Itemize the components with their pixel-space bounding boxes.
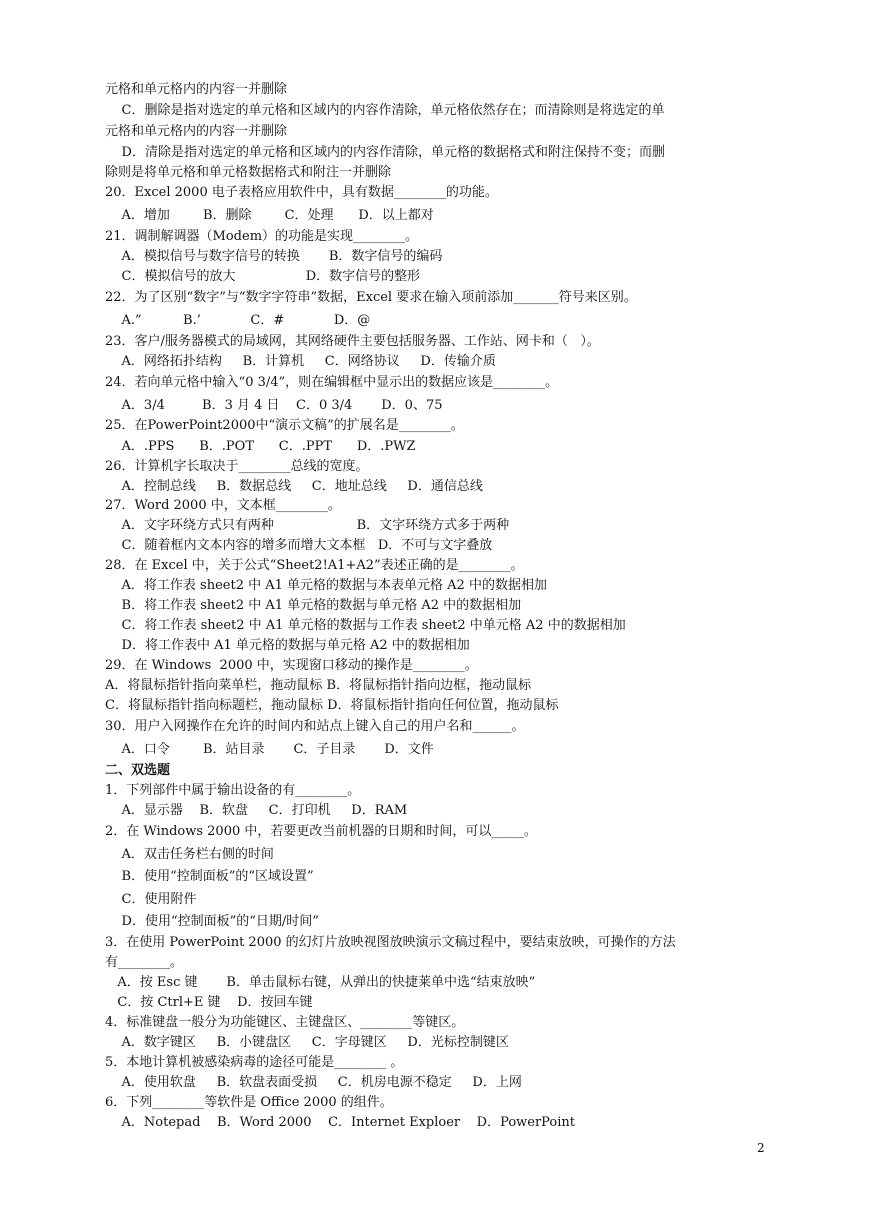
option-d2-b: B．使用“控制面板”的“区域设置” — [105, 869, 314, 884]
question-29: 29．在 Windows 2000 中，实现窗口移动的操作是________。 — [105, 658, 478, 673]
options-21-ab: A．模拟信号与数字信号的转换 B．数字信号的编码 — [105, 249, 443, 264]
options-24: A．3/4 B．3 月 4 日 C．0 3/4 D．0、75 — [105, 398, 443, 413]
question-28: 28．在 Excel 中，关于公式“Sheet2!A1+A2”表述正确的是________。 — [105, 558, 524, 573]
page-number: 2 — [757, 1141, 765, 1155]
options-21-cd: C．模拟信号的放大 D．数字信号的整形 — [105, 269, 421, 284]
option-28-d: D．将工作表中 A1 单元格的数据与单元格 A2 中的数据相加 — [105, 638, 470, 653]
question-22: 22．为了区别“数字”与“数字字符串”数据，Excel 要求在输入项前添加_______符号来区别。 — [105, 290, 637, 305]
question-d1: 1．下列部件中属于输出设备的有________。 — [105, 783, 361, 798]
options-d1: A．显示器 B．软盘 C．打印机 D．RAM — [105, 803, 408, 818]
question-d3-cont: 有________。 — [105, 955, 184, 970]
options-26: A．控制总线 B．数据总线 C．地址总线 D．通信总线 — [105, 479, 483, 494]
question-d3: 3．在使用 PowerPoint 2000 的幻灯片放映视图放映演示文稿过程中，要结束放映，可操作的方法 — [105, 935, 676, 950]
options-20: A．增加 B．删除 C．处理 D．以上都对 — [105, 208, 434, 223]
options-d3-ab: A．按 Esc 键 B．单击鼠标右键，从弹出的快捷莱单中选“结束放映” — [105, 975, 536, 990]
options-29-cd: C．将鼠标指针指向标题栏，拖动鼠标 D．将鼠标指针指向任何位置，拖动鼠标 — [105, 698, 559, 713]
options-d3-cd: C．按 Ctrl+E 键 D．按回车键 — [105, 995, 313, 1010]
options-22: A.” B.’ C．# D．@ — [105, 313, 371, 328]
option-d2-a: A．双击任务栏右侧的时间 — [105, 847, 274, 862]
option-28-b: B．将工作表 sheet2 中 A1 单元格的数据与单元格 A2 中的数据相加 — [105, 598, 522, 613]
options-27-ab: A．文字环绕方式只有两种 B．文字环绕方式多于两种 — [105, 518, 510, 533]
question-d2: 2．在 Windows 2000 中，若要更改当前机器的日期和时间，可以_____。 — [105, 824, 537, 839]
question-21: 21．调制解调器（Modem）的功能是实现________。 — [105, 229, 419, 244]
options-27-cd: C．随着框内文本内容的增多而增大文本框 D．不可与文字叠放 — [105, 538, 493, 553]
text-line: 元格和单元格内的内容一并删除 — [105, 124, 288, 139]
question-27: 27．Word 2000 中，文本框________。 — [105, 498, 341, 513]
option-28-c: C．将工作表 sheet2 中 A1 单元格的数据与工作表 sheet2 中单元格 A2 中的数据相加 — [105, 618, 626, 633]
option-d2-d: D．使用“控制面板”的“日期/时间” — [105, 914, 319, 929]
question-25: 25．在PowerPoint2000中“演示文稿”的扩展名是________。 — [105, 418, 464, 433]
text-line: C．删除是指对选定的单元格和区域内的内容作清除，单元格依然存在；而清除则是将选定的单 — [105, 103, 665, 118]
question-30: 30．用户入网操作在允许的时间内和站点上键入自己的用户名和______。 — [105, 719, 525, 734]
question-26: 26．计算机字长取决于________总线的宽度。 — [105, 459, 369, 474]
options-d6: A．Notepad B．Word 2000 C．Internet Exploer D．PowerPoint — [105, 1115, 575, 1130]
question-23: 23．客户/服务器模式的局域网，其网络硬件主要包括服务器、工作站、网卡和（ ）。 — [105, 334, 600, 349]
options-25: A．.PPS B．.POT C．.PPT D．.PWZ — [105, 439, 416, 454]
options-d5: A．使用软盘 B．软盘表面受损 C．机房电源不稳定 D．上网 — [105, 1075, 522, 1090]
question-d4: 4．标准键盘一般分为功能键区、主键盘区、________等键区。 — [105, 1015, 465, 1030]
option-28-a: A．将工作表 sheet2 中 A1 单元格的数据与本表单元格 A2 中的数据相加 — [105, 578, 547, 593]
text-line: 元格和单元格内的内容一并删除 — [105, 82, 288, 97]
option-d2-c: C．使用附件 — [105, 892, 197, 907]
question-24: 24．若向单元格中输入“0 3/4”，则在编辑框中显示出的数据应该是________。 — [105, 375, 559, 390]
question-20: 20．Excel 2000 电子表格应用软件中，具有数据________的功能。 — [105, 185, 498, 200]
text-line: 除则是将单元格和单元格数据格式和附注一并删除 — [105, 165, 392, 180]
question-d5: 5．本地计算机被感染病毒的途径可能是________ 。 — [105, 1055, 404, 1070]
options-d4: A．数字键区 B．小键盘区 C．字母键区 D．光标控制键区 — [105, 1035, 509, 1050]
options-30: A．口令 B．站目录 C．子目录 D．文件 — [105, 742, 434, 757]
question-d6: 6．下列________等软件是 Office 2000 的组件。 — [105, 1095, 393, 1110]
section-heading: 二、双选题 — [105, 763, 171, 778]
text-line: D．清除是指对选定的单元格和区域内的内容作清除，单元格的数据格式和附注保持不变；而删 — [105, 145, 665, 160]
options-23: A．网络拓扑结构 B．计算机 C．网络协议 D．传输介质 — [105, 354, 496, 369]
options-29-ab: A．将鼠标指针指向菜单栏，拖动鼠标 B．将鼠标指针指向边框，拖动鼠标 — [105, 678, 532, 693]
